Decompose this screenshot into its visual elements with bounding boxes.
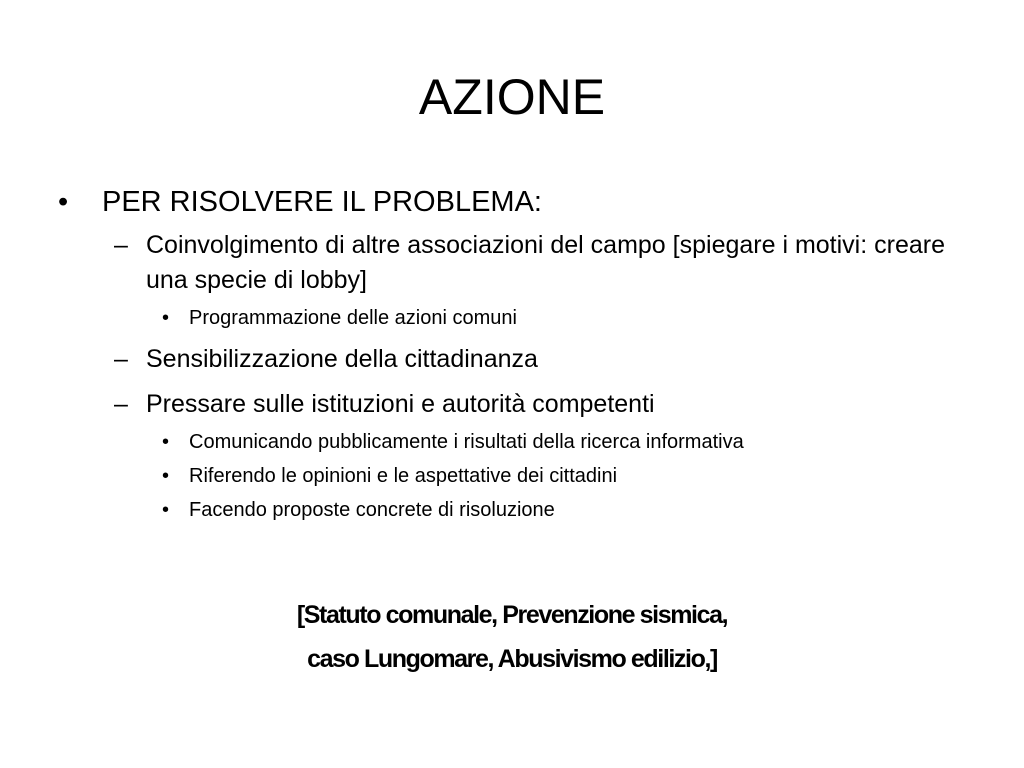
slide-content	[58, 182, 978, 524]
bullet-dot-icon: •	[162, 465, 170, 487]
dash-item-sensibilizzazione	[58, 342, 978, 377]
sub-bullet-text: Riferendo le opinioni e le aspettative dei cittadini	[189, 465, 618, 487]
references-note	[0, 593, 1024, 681]
sub-bullet-text: Programmazione delle azioni comuni	[189, 307, 517, 329]
dash-item-text: Pressare sulle istituzioni e autorità competenti	[146, 390, 655, 418]
bullet-dot-icon: •	[162, 431, 170, 453]
bullet-dot-icon: •	[58, 186, 69, 218]
bullet-level1	[58, 182, 978, 222]
sub-bullet-text: Facendo proposte concrete di risoluzione	[189, 499, 555, 521]
sub-bullet-item	[58, 496, 978, 524]
dash-icon: –	[114, 231, 128, 259]
dash-item-text: Coinvolgimento di altre associazioni del campo [spiegare i motivi: creare una specie di lobby]	[146, 231, 945, 294]
bullet-dot-icon: •	[162, 499, 170, 521]
slide-title: AZIONE	[418, 69, 606, 125]
bullet-text: PER RISOLVERE IL PROBLEMA:	[102, 186, 542, 218]
bullet-dot-icon: •	[162, 307, 170, 329]
references-line-1: [Statuto comunale, Prevenzione sismica,	[296, 601, 728, 629]
dash-item-text: Sensibilizzazione della cittadinanza	[146, 345, 538, 373]
sub-bullet-item	[58, 304, 978, 332]
sub-bullet-item	[58, 462, 978, 490]
dash-icon: –	[114, 345, 128, 373]
dash-item-coinvolgimento	[58, 228, 978, 298]
sub-bullet-text: Comunicando pubblicamente i risultati della ricerca informativa	[189, 431, 744, 453]
dash-item-pressare	[58, 387, 978, 422]
references-line-2: caso Lungomare, Abusivismo edilizio,]	[307, 645, 717, 673]
sub-bullet-item	[58, 428, 978, 456]
dash-icon: –	[114, 390, 128, 418]
